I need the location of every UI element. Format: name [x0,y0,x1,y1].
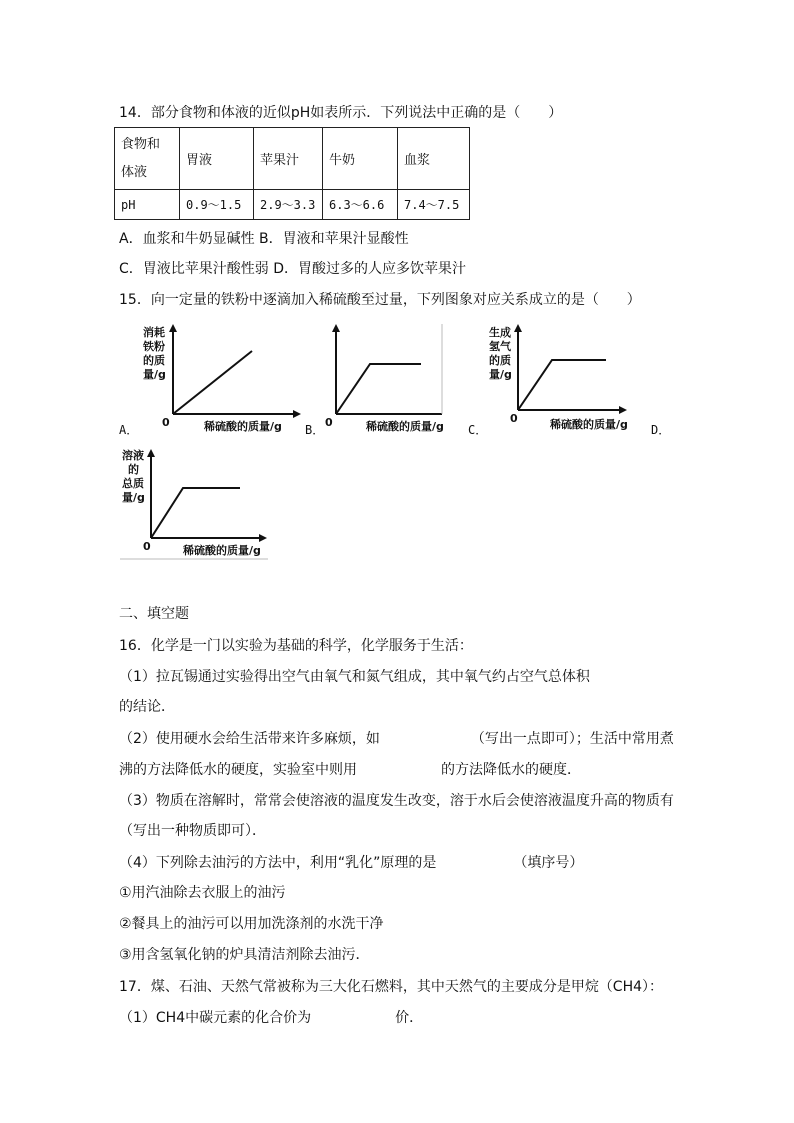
q16-stem: 16．化学是一门以实验为基础的科学，化学服务于生活： [119,638,473,654]
curve [336,364,421,414]
origin-label: 0 [510,412,518,425]
x-arrow [619,406,627,414]
ylabel-line: 的质 [143,354,165,367]
ylabel-line: 的质 [489,354,511,367]
table-cell: 2.9～3.3 [254,190,323,220]
table-row [115,190,470,220]
q14-options-2: C．胃液比苹果汁酸性弱 D．胃酸过多的人应多饮苹果汁 [119,261,467,277]
header-line-1: 食物和 [121,136,161,152]
origin-label: 0 [325,416,333,429]
xlabel: 稀硫酸的质量/g [550,418,628,431]
ylabel-line: 氢气 [489,340,511,353]
graph-b-letter: B． [305,423,325,437]
y-arrow [169,324,177,332]
origin-label: 0 [143,540,151,553]
origin-label: 0 [162,416,170,429]
ylabel-line: 总质 [122,477,144,490]
y-arrow [147,449,155,457]
section-title: 二、填空题 [119,606,189,622]
q16-part2-a: （2）使用硬水会给生活带来许多麻烦，如 （写出一点即可）；生活中常用煮 [119,731,674,747]
x-arrow [293,410,301,418]
table-row [115,128,470,190]
table-cell: pH [115,190,180,220]
q14-options-1: A．血浆和牛奶显碱性 B．胃液和苹果汁显酸性 [119,231,409,247]
curve [151,488,240,538]
graph-a-letter: A． [119,423,139,437]
graph-d-letter: D． [651,423,671,437]
table-header-cell: 胃液 [180,128,254,190]
q15-stem: 15．向一定量的铁粉中逐滴加入稀硫酸至过量，下列图象对应关系成立的是（ ） [119,292,641,308]
y-arrow [514,324,522,332]
table-cell: 6.3～6.6 [323,190,398,220]
curve [518,360,606,410]
table-cell: 0.9～1.5 [180,190,254,220]
q16-part1-a: （1）拉瓦锡通过实验得出空气由氧气和氮气组成，其中氧气约占空气总体积 [119,669,590,685]
q17-part1: （1）CH4中碳元素的化合价为 价． [119,1010,424,1026]
table-header-cell: 血浆 [398,128,470,190]
graph-d [118,447,273,562]
q16-option-2: ②餐具上的油污可以用加洗涤剂的水洗干净 [119,916,384,932]
y-arrow [332,324,340,332]
table-cell: 7.4～7.5 [398,190,470,220]
q14-stem: 14．部分食物和体液的近似pH如表所示．下列说法中正确的是（ ） [119,105,563,121]
q16-option-3: ③用含氢氧化钠的炉具清洁剂除去油污． [119,947,370,963]
ylabel-line: 量/g [143,368,166,381]
q16-part2-b: 沸的方法降低水的硬度，实验室中则用 的方法降低水的硬度． [119,762,581,778]
ylabel-line: 溶液 [122,449,144,462]
q16-part1-b: 的结论． [119,699,175,715]
q16-option-1: ①用汽油除去衣服上的油污 [119,885,286,901]
graph-c [486,322,636,437]
q17-stem: 17．煤、石油、天然气常被称为三大化石燃料，其中天然气的主要成分是甲烷（CH4）： [119,979,664,995]
ylabel-line: 的 [128,463,139,476]
xlabel: 稀硫酸的质量/g [204,420,282,433]
ph-table [114,127,470,220]
q16-part3-b: （写出一种物质即可）． [119,823,266,839]
ylabel-line: 生成 [489,326,511,339]
graph-b [318,322,448,437]
q16-part4: （4）下列除去油污的方法中，利用“乳化”原理的是 （填序号） [119,855,584,871]
header-line-2: 体液 [121,164,148,180]
q16-part3-a: （3）物质在溶解时，常常会使溶液的温度发生改变，溶于水后会使溶液温度升高的物质有 [119,793,674,809]
xlabel: 稀硫酸的质量/g [183,544,261,557]
graph-a [140,322,305,437]
ylabel-line: 消耗 [143,326,165,339]
x-arrow [259,534,267,542]
table-header-cell: 苹果汁 [254,128,323,190]
graph-c-letter: C． [468,423,488,437]
ylabel-line: 量/g [489,368,512,381]
xlabel: 稀硫酸的质量/g [366,420,444,433]
ylabel-line: 铁粉 [143,340,165,353]
ylabel-line: 量/g [122,491,145,504]
curve [173,351,252,414]
table-header-cell [115,128,180,190]
table-header-cell: 牛奶 [323,128,398,190]
